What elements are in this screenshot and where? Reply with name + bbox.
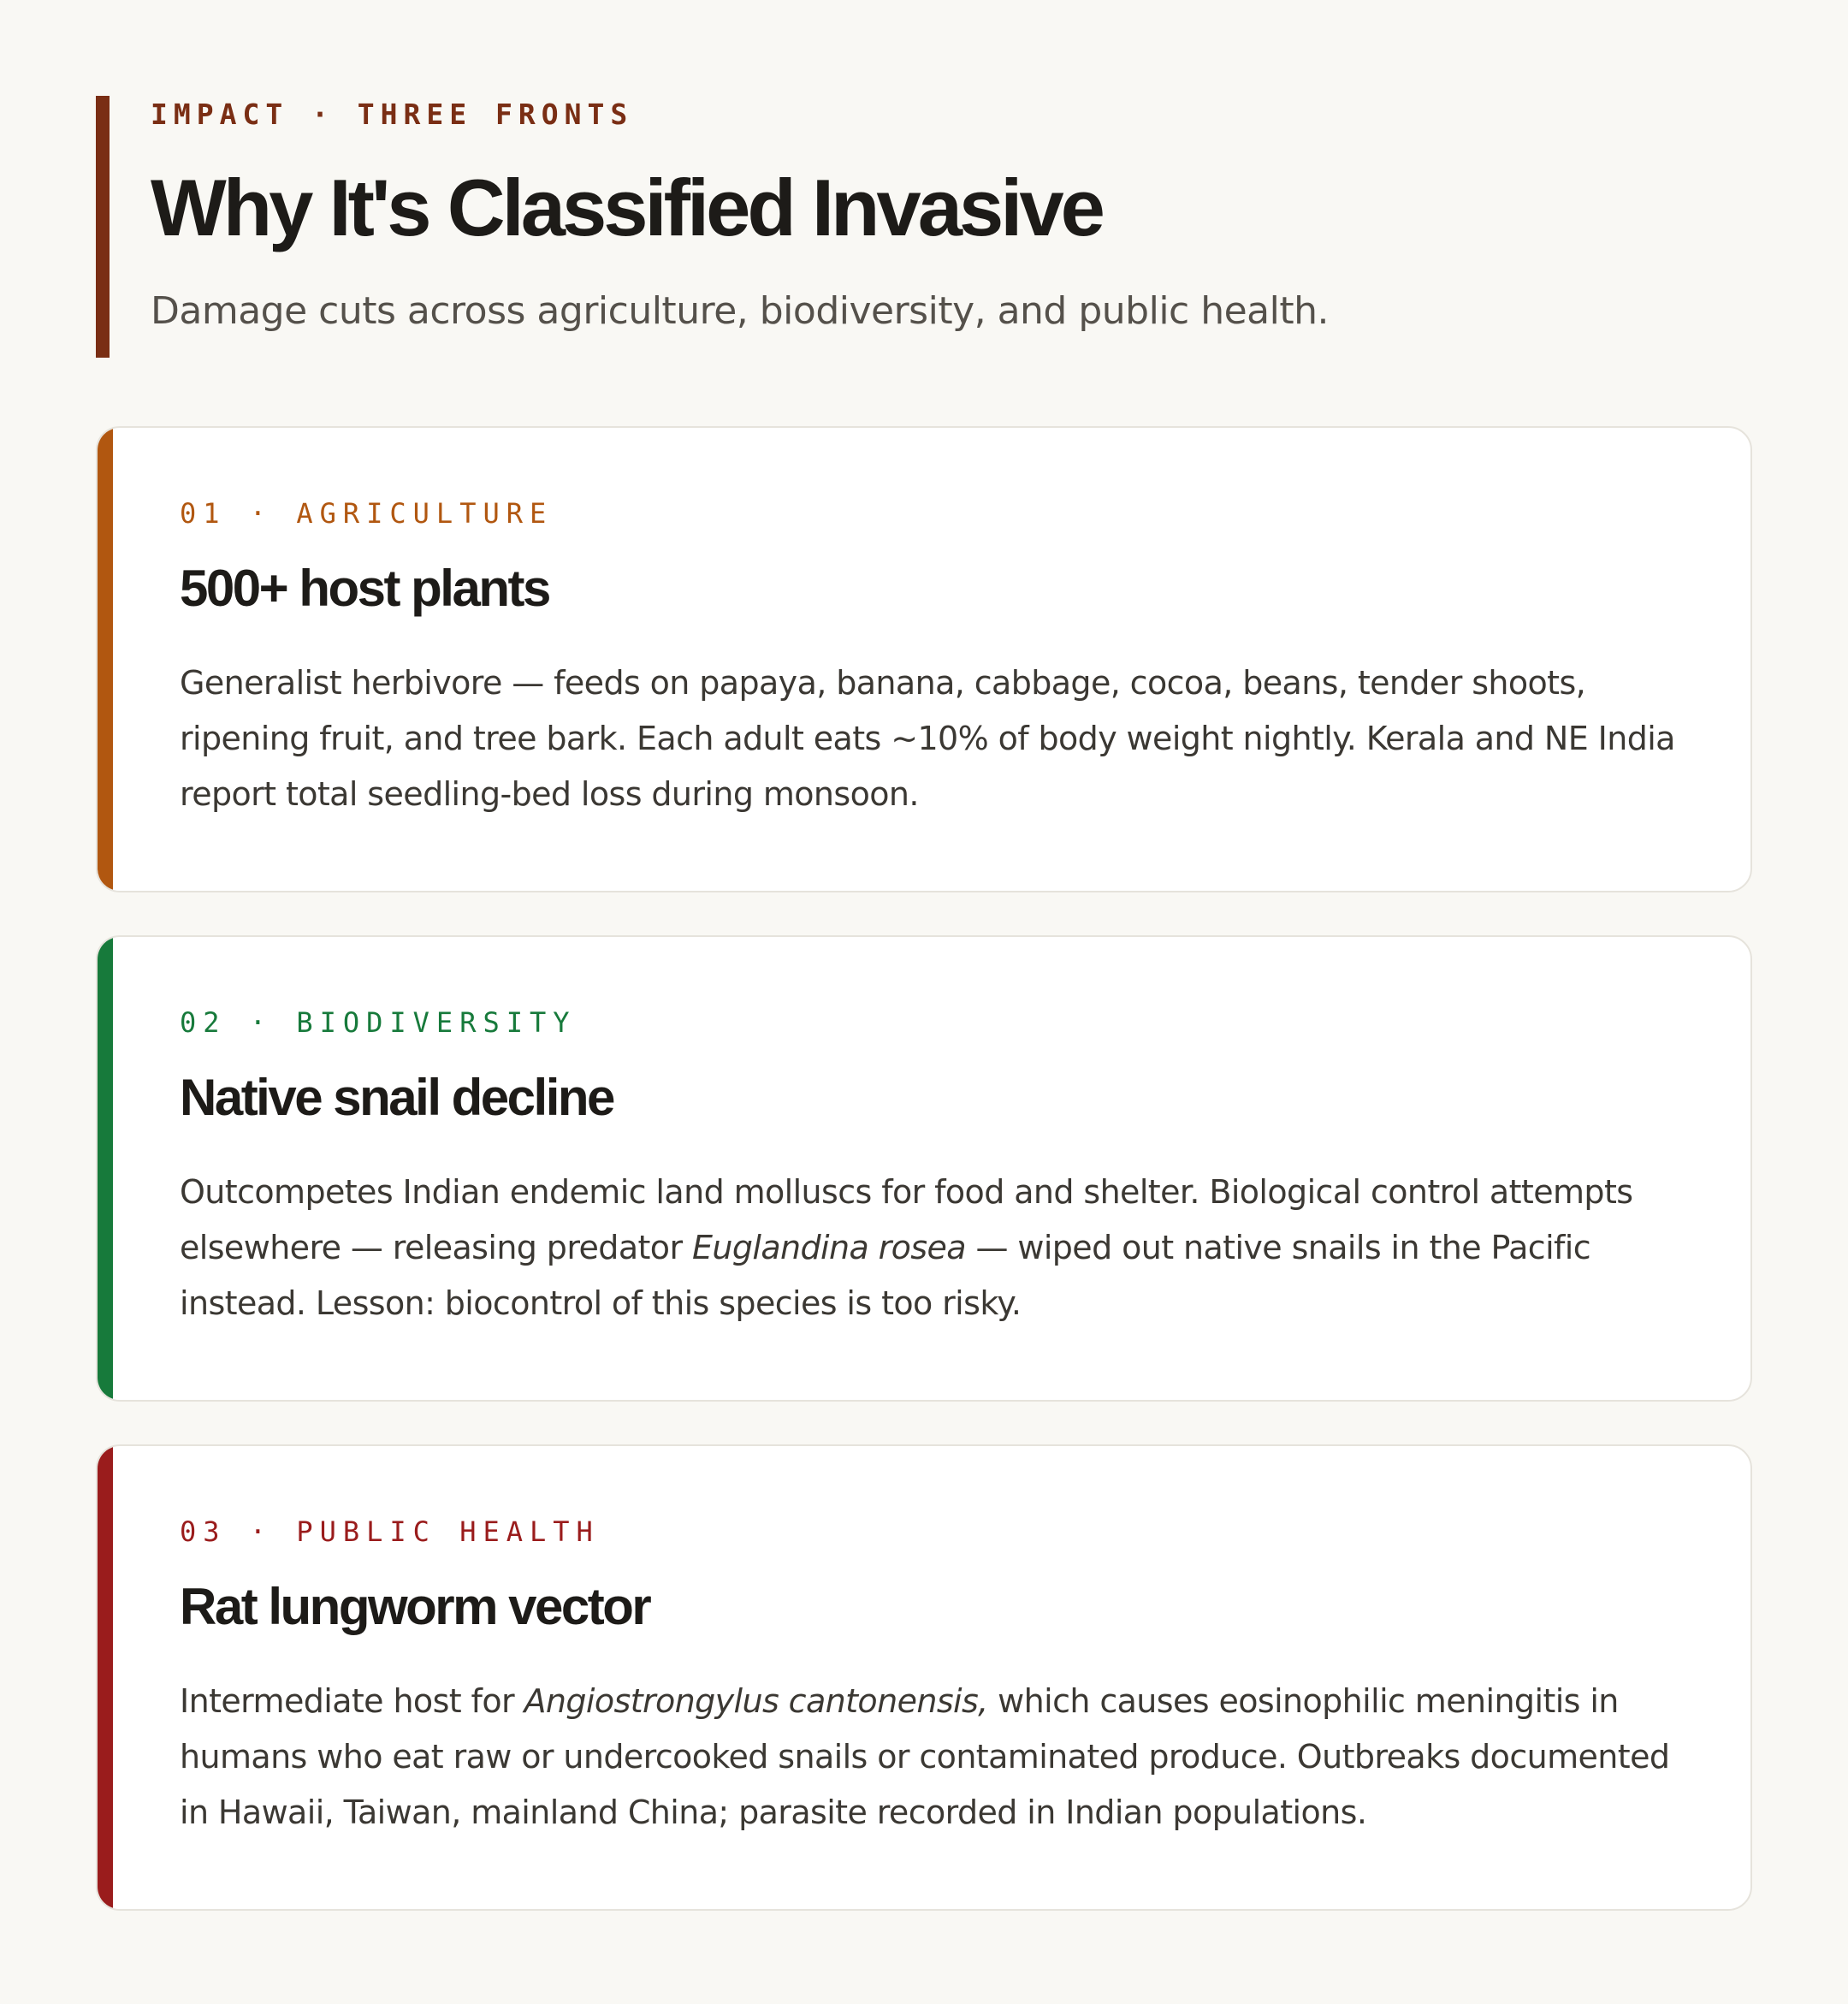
page-header [96, 96, 1752, 358]
card-kicker: 03 · PUBLIC HEALTH [180, 1515, 600, 1548]
impact-card-biodiversity [96, 935, 1752, 1402]
impact-card-public-health [96, 1444, 1752, 1911]
card-body-italic: Angiostrongylus cantonensis, [524, 1682, 988, 1720]
card-body [180, 1165, 1682, 1331]
card-accent-bar [98, 937, 113, 1400]
card-title: Native snail decline [180, 1069, 613, 1126]
card-body [180, 1674, 1682, 1841]
card-title: 500+ host plants [180, 560, 549, 617]
card-body-text-after: — wiped out native snails in the Pacific instead. Lesson: biocontrol of this species is too risky. [180, 1229, 1591, 1322]
card-kicker: 02 · BIODIVERSITY [180, 1006, 577, 1039]
card-accent-bar [98, 428, 113, 891]
card-accent-bar [98, 1446, 113, 1909]
card-body-italic: Euglandina rosea [691, 1229, 966, 1266]
card-body-text-after: which causes eosinophilic meningitis in humans who eat raw or undercooked snails or contaminated produce. Outbreaks documented in Hawaii, Taiwan, mainland China; parasite recorded in Indian populations. [180, 1682, 1670, 1831]
header-accent-rule [96, 96, 110, 358]
card-body-text: Intermediate host for [180, 1682, 524, 1720]
impact-card-agriculture [96, 426, 1752, 892]
card-title: Rat lungworm vector [180, 1578, 650, 1635]
card-kicker: 01 · AGRICULTURE [180, 497, 554, 530]
page [96, 96, 1752, 1954]
impact-card-list [96, 426, 1752, 1911]
card-body-text: Outcompetes Indian endemic land molluscs for food and shelter. Biological control attempts elsewhere — releasing predator [180, 1173, 1633, 1266]
page-subtitle: Damage cuts across agriculture, biodiversity, and public health. [151, 289, 1329, 333]
card-body [180, 655, 1682, 822]
page-title: Why It's Classified Invasive [151, 163, 1102, 252]
card-body-text: Generalist herbivore — feeds on papaya, banana, cabbage, cocoa, beans, tender shoots, ripening fruit, and tree bark. Each adult eats ~10% of body weight nightly. Kerala and NE India report total seedling-bed loss during monsoon. [180, 664, 1675, 813]
section-eyebrow: IMPACT · THREE FRONTS [151, 98, 634, 131]
